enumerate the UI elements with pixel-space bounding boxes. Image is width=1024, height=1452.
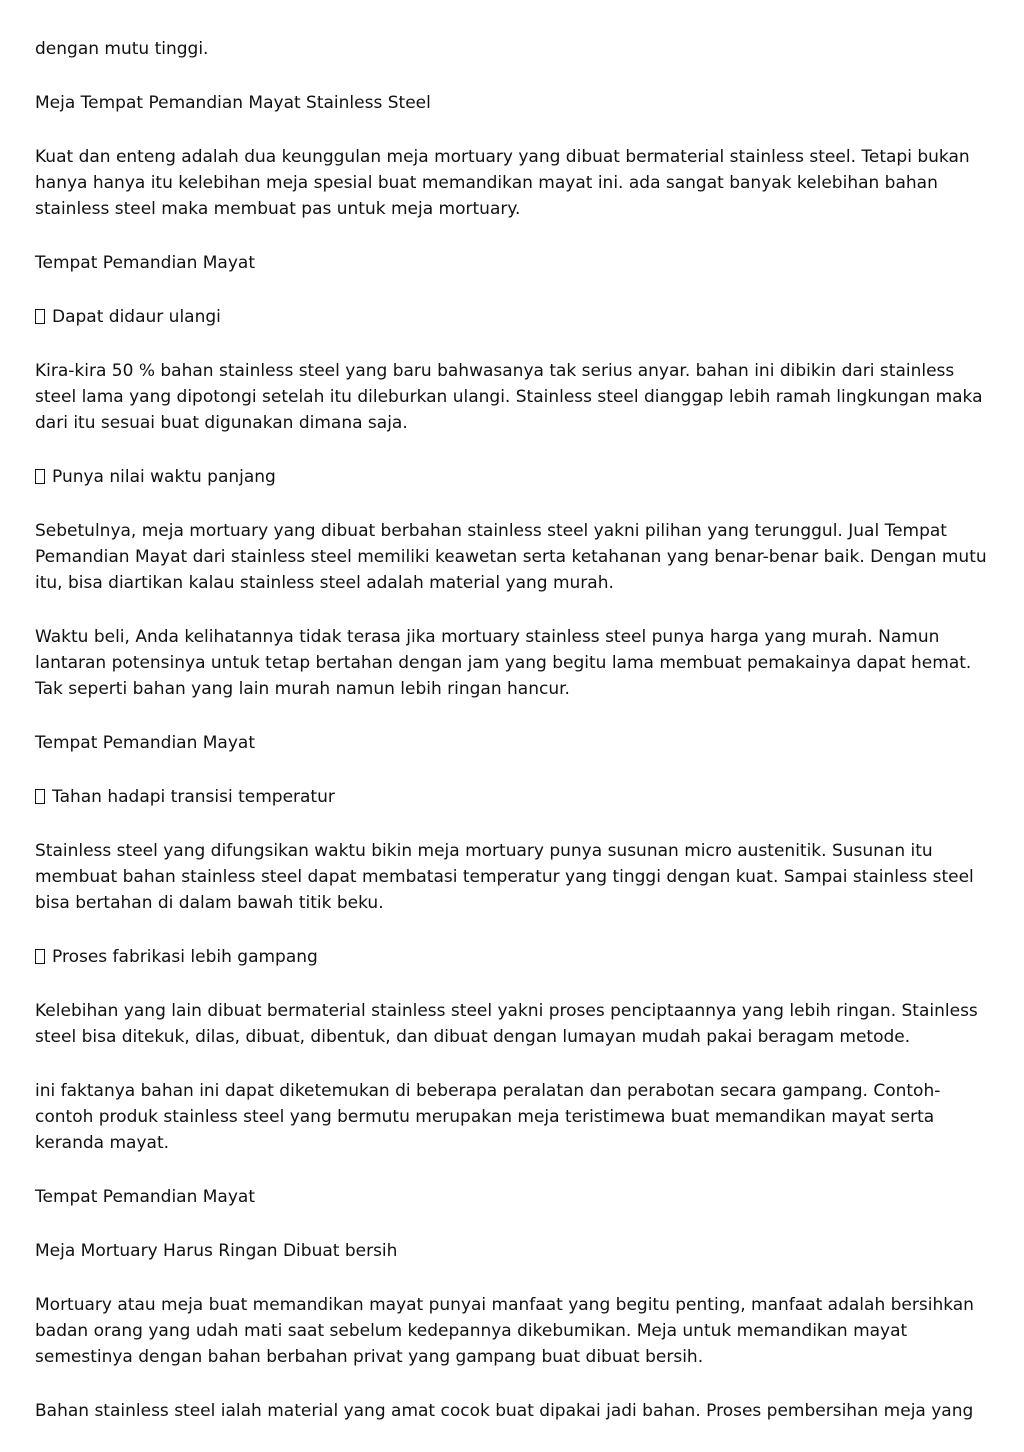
bullet-item [35,304,995,330]
bullet-text: Tahan hadapi transisi temperatur [52,787,335,807]
missing-glyph-box-icon [35,469,45,484]
missing-glyph-box-icon [35,949,45,964]
bullet-item [35,784,995,810]
bullet-item [35,944,995,970]
bullet-text: Dapat didaur ulangi [52,307,221,327]
section-heading: Tempat Pemandian Mayat [35,1187,255,1207]
paragraph: ini faktanya bahan ini dapat diketemukan di beberapa peralatan dan perabotan secara gampang. Contoh-contoh produk stainless steel yang bermutu merupakan meja teristimewa buat memandikan mayat serta keranda mayat. [35,1081,941,1153]
document-page [35,36,995,1452]
section-heading: Tempat Pemandian Mayat [35,253,255,273]
paragraph: Kira-kira 50 % bahan stainless steel yang baru bahwasanya tak serius anyar. bahan ini dibikin dari stainless steel lama yang dipotongi setelah itu dileburkan ulangi. Stainless steel dianggap lebih ramah lingkungan maka dari itu sesuai buat digunakan dimana saja. [35,361,983,433]
missing-glyph-box-icon [35,789,45,804]
paragraph: Stainless steel yang difungsikan waktu bikin meja mortuary punya susunan micro austenitik. Susunan itu membuat bahan stainless steel dapat membatasi temperatur yang tinggi dengan kuat. Sampai stainless steel bisa bertahan di dalam bawah titik beku. [35,841,974,913]
paragraph: Kelebihan yang lain dibuat bermaterial stainless steel yakni proses penciptaannya yang lebih ringan. Stainless steel bisa ditekuk, dilas, dibuat, dibentuk, dan dibuat dengan lumayan mudah pakai beragam metode. [35,1001,978,1047]
paragraph: Kuat dan enteng adalah dua keunggulan meja mortuary yang dibuat bermaterial stainless steel. Tetapi bukan hanya hanya itu kelebihan meja spesial buat memandikan mayat ini. ada sangat banyak kelebihan bahan stainless steel maka membuat pas untuk meja mortuary. [35,147,970,219]
paragraph: Sebetulnya, meja mortuary yang dibuat berbahan stainless steel yakni pilihan yang terunggul. Jual Tempat Pemandian Mayat dari stainless steel memiliki keawetan serta ketahanan yang benar-benar baik. Dengan mutu itu, bisa diartikan kalau stainless steel adalah material yang murah. [35,521,987,593]
section-heading: Meja Mortuary Harus Ringan Dibuat bersih [35,1241,398,1261]
paragraph: Mortuary atau meja buat memandikan mayat punyai manfaat yang begitu penting, manfaat adalah bersihkan badan orang yang udah mati saat sebelum kedepannya dikebumikan. Meja untuk memandikan mayat semestinya dengan bahan berbahan privat yang gampang buat dibuat bersih. [35,1295,974,1367]
bullet-text: Punya nilai waktu panjang [52,467,276,487]
paragraph: Waktu beli, Anda kelihatannya tidak terasa jika mortuary stainless steel punya harga yang murah. Namun lantaran potensinya untuk tetap bertahan dengan jam yang begitu lama membuat pemakainya dapat hemat. Tak seperti bahan yang lain murah namun lebih ringan hancur. [35,627,972,699]
section-heading: Tempat Pemandian Mayat [35,733,255,753]
missing-glyph-box-icon [35,309,45,324]
bullet-item [35,464,995,490]
bullet-text: Proses fabrikasi lebih gampang [52,947,318,967]
paragraph: dengan mutu tinggi. [35,39,209,59]
section-heading: Meja Tempat Pemandian Mayat Stainless Steel [35,93,431,113]
paragraph: Bahan stainless steel ialah material yang amat cocok buat dipakai jadi bahan. Proses pembersihan meja yang [35,1401,974,1421]
